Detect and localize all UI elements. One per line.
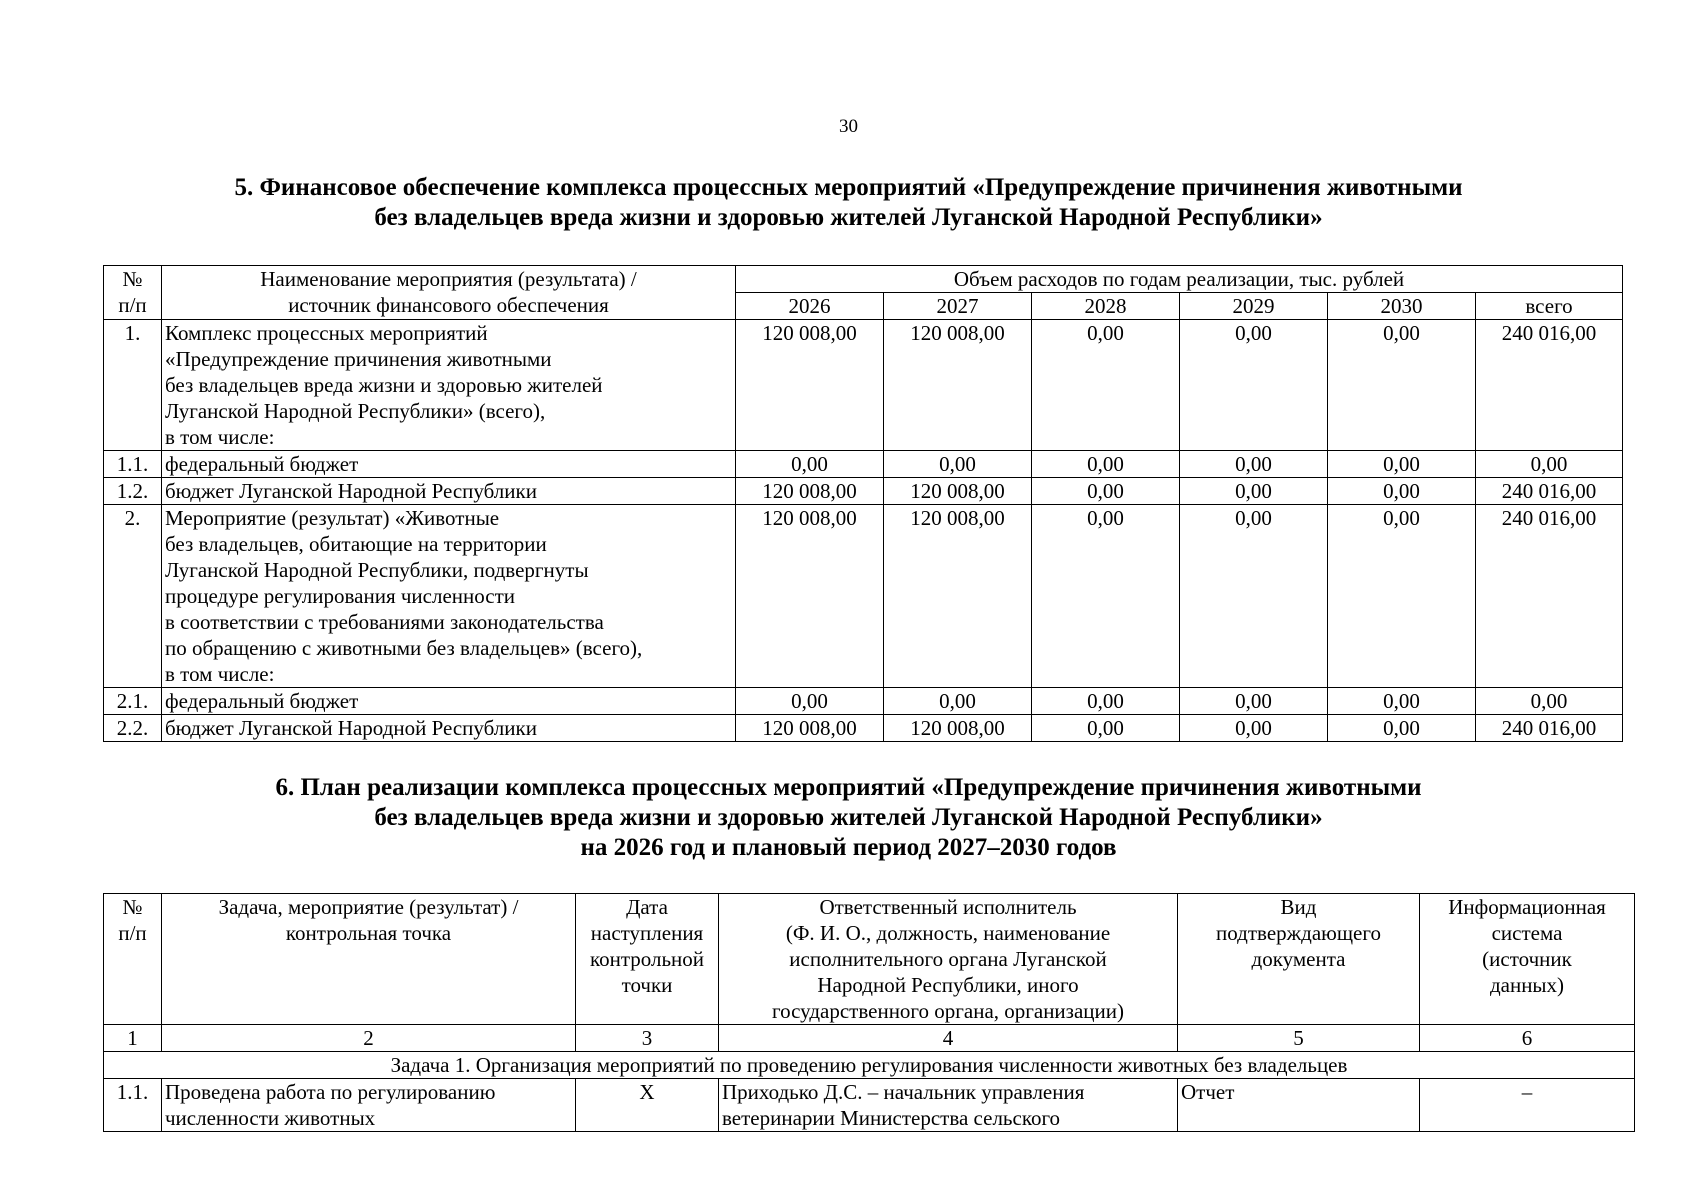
plan-header-cell-line: государственного органа, организации) bbox=[772, 999, 1124, 1023]
row-name-line: «Предупреждение причинения животными bbox=[165, 347, 552, 371]
row-name bbox=[162, 505, 736, 688]
row-value: 0,00 bbox=[736, 688, 884, 715]
header-name: Наименование мероприятия (результата) / источник финансового обеспечения bbox=[162, 266, 736, 320]
plan-header-cell-line: Вид bbox=[1280, 895, 1317, 919]
row-value: 0,00 bbox=[1328, 320, 1476, 451]
plan-row-name-line: Проведена работа по регулированию bbox=[165, 1080, 496, 1104]
plan-header-cell-line: документа bbox=[1251, 947, 1346, 971]
row-name-line: в том числе: bbox=[165, 425, 275, 449]
section6-title-line: на 2026 год и плановый период 2027–2030 годов bbox=[580, 834, 1117, 861]
row-value: 120 008,00 bbox=[884, 715, 1032, 742]
plan-header-cell-line: система bbox=[1491, 921, 1563, 945]
financing-row bbox=[104, 688, 1623, 715]
section6-title-line: без владельцев вреда жизни и здоровью жителей Луганской Народной Республики» bbox=[374, 804, 1323, 831]
header-year: 2027 bbox=[884, 293, 1032, 320]
row-value: 120 008,00 bbox=[736, 320, 884, 451]
plan-header-cell-line: исполнительного органа Луганской bbox=[789, 947, 1107, 971]
row-value: 0,00 bbox=[736, 451, 884, 478]
row-value: 0,00 bbox=[1032, 320, 1180, 451]
plan-row-date: X bbox=[576, 1079, 719, 1132]
plan-header-cell bbox=[576, 894, 719, 1025]
plan-header-cell-line: подтверждающего bbox=[1216, 921, 1381, 945]
plan-header-cell-line: контрольная точка bbox=[285, 921, 452, 945]
row-num: 2. bbox=[104, 505, 162, 688]
section5-title-line: без владельцев вреда жизни и здоровью жителей Луганской Народной Республики» bbox=[374, 204, 1323, 231]
row-name-line: без владельцев, обитающие на территории bbox=[165, 532, 547, 556]
row-name bbox=[162, 688, 736, 715]
plan-column-numbers-row bbox=[104, 1025, 1635, 1052]
row-name-line: процедуре регулирования численности bbox=[165, 584, 516, 608]
header-year: 2030 bbox=[1328, 293, 1476, 320]
plan-header-cell bbox=[1178, 894, 1420, 1025]
task-row bbox=[104, 1052, 1635, 1079]
row-name-line: федеральный бюджет bbox=[165, 452, 359, 476]
plan-header-cell-line: Ответственный исполнитель bbox=[819, 895, 1077, 919]
row-name-line: в соответствии с требованиями законодательства bbox=[165, 610, 604, 634]
row-num: 2.2. bbox=[104, 715, 162, 742]
section5-title-line: 5. Финансовое обеспечение комплекса процессных мероприятий «Предупреждение причинения животными bbox=[234, 174, 1463, 201]
task-title: Задача 1. Организация мероприятий по проведению регулирования численности животных без владельцев bbox=[104, 1052, 1635, 1079]
row-value: 0,00 bbox=[1180, 451, 1328, 478]
plan-row-system: – bbox=[1420, 1079, 1635, 1132]
plan-column-number: 1 bbox=[104, 1025, 162, 1052]
row-value: 0,00 bbox=[1180, 505, 1328, 688]
financing-row bbox=[104, 320, 1623, 451]
plan-column-number: 4 bbox=[719, 1025, 1178, 1052]
row-name bbox=[162, 320, 736, 451]
plan-row-executor-line: Приходько Д.С. – начальник управления bbox=[722, 1080, 1085, 1104]
plan-row-name bbox=[162, 1079, 576, 1132]
row-value: 0,00 bbox=[1328, 451, 1476, 478]
row-value: 0,00 bbox=[1032, 451, 1180, 478]
row-num: 1.1. bbox=[104, 451, 162, 478]
plan-body bbox=[104, 1079, 1635, 1132]
plan-header-cell bbox=[1420, 894, 1635, 1025]
financing-body bbox=[104, 320, 1623, 742]
row-value: 0,00 bbox=[884, 688, 1032, 715]
header-total: всего bbox=[1476, 293, 1623, 320]
plan-column-number: 2 bbox=[162, 1025, 576, 1052]
row-value: 240 016,00 bbox=[1476, 715, 1623, 742]
plan-header-cell-line: п/п bbox=[118, 921, 147, 945]
row-value: 0,00 bbox=[1328, 715, 1476, 742]
row-name-line: Комплекс процессных мероприятий bbox=[165, 321, 488, 345]
row-value: 240 016,00 bbox=[1476, 320, 1623, 451]
row-value: 0,00 bbox=[1476, 451, 1623, 478]
financing-row bbox=[104, 715, 1623, 742]
page-number: 30 bbox=[839, 116, 858, 137]
row-num: 1.2. bbox=[104, 478, 162, 505]
plan-column-number: 3 bbox=[576, 1025, 719, 1052]
plan-table bbox=[103, 893, 1635, 1132]
plan-row bbox=[104, 1079, 1635, 1132]
plan-column-number: 6 bbox=[1420, 1025, 1635, 1052]
plan-header-cell-line: точки bbox=[621, 973, 673, 997]
row-value: 0,00 bbox=[1180, 688, 1328, 715]
row-value: 120 008,00 bbox=[884, 320, 1032, 451]
row-value: 0,00 bbox=[1032, 505, 1180, 688]
plan-header-cell bbox=[719, 894, 1178, 1025]
plan-header-cell-line: данных) bbox=[1489, 973, 1565, 997]
plan-row-doc: Отчет bbox=[1178, 1079, 1420, 1132]
plan-header-cell-line: (Ф. И. О., должность, наименование bbox=[785, 921, 1111, 945]
row-num: 1. bbox=[104, 320, 162, 451]
row-value: 0,00 bbox=[1328, 505, 1476, 688]
row-name-line: Луганской Народной Республики» (всего), bbox=[165, 399, 546, 423]
plan-row-num: 1.1. bbox=[104, 1079, 162, 1132]
row-name-line: без владельцев вреда жизни и здоровью жителей bbox=[165, 373, 603, 397]
row-value: 240 016,00 bbox=[1476, 505, 1623, 688]
header-year: 2029 bbox=[1180, 293, 1328, 320]
header-group: Объем расходов по годам реализации, тыс. рублей bbox=[736, 266, 1623, 293]
row-name-line: Луганской Народной Республики, подвергнуты bbox=[165, 558, 589, 582]
row-value: 120 008,00 bbox=[884, 478, 1032, 505]
plan-row-name-line: численности животных bbox=[165, 1106, 376, 1130]
row-value: 0,00 bbox=[884, 451, 1032, 478]
plan-header-cell-line: № bbox=[122, 895, 143, 919]
row-name bbox=[162, 715, 736, 742]
financing-header-row bbox=[104, 266, 1623, 293]
row-value: 0,00 bbox=[1180, 478, 1328, 505]
row-name bbox=[162, 451, 736, 478]
header-year: 2028 bbox=[1032, 293, 1180, 320]
row-name-line: бюджет Луганской Народной Республики bbox=[165, 716, 537, 740]
plan-header-cell bbox=[104, 894, 162, 1025]
row-value: 240 016,00 bbox=[1476, 478, 1623, 505]
section6-title-line: 6. План реализации комплекса процессных мероприятий «Предупреждение причинения животными bbox=[275, 774, 1422, 801]
row-name-line: в том числе: bbox=[165, 662, 275, 686]
row-value: 120 008,00 bbox=[736, 505, 884, 688]
financing-table bbox=[103, 265, 1623, 742]
plan-header-cell-line: (источник bbox=[1482, 947, 1572, 971]
plan-header-cell-line: Задача, мероприятие (результат) / bbox=[218, 895, 519, 919]
row-value: 0,00 bbox=[1032, 715, 1180, 742]
row-value: 0,00 bbox=[1476, 688, 1623, 715]
row-value: 0,00 bbox=[1328, 688, 1476, 715]
row-name-line: по обращению с животными без владельцев» (всего), bbox=[165, 636, 643, 660]
financing-row bbox=[104, 478, 1623, 505]
plan-header-cell-line: контрольной bbox=[589, 947, 705, 971]
row-value: 0,00 bbox=[1032, 688, 1180, 715]
header-num: № п/п bbox=[104, 266, 162, 320]
plan-row-executor bbox=[719, 1079, 1178, 1132]
row-value: 120 008,00 bbox=[736, 715, 884, 742]
row-name-line: бюджет Луганской Народной Республики bbox=[165, 479, 537, 503]
row-value: 0,00 bbox=[1328, 478, 1476, 505]
section6-title bbox=[0, 773, 1697, 863]
row-value: 120 008,00 bbox=[736, 478, 884, 505]
section5-title bbox=[0, 173, 1697, 233]
row-name-line: Мероприятие (результат) «Животные bbox=[165, 506, 500, 530]
row-name bbox=[162, 478, 736, 505]
plan-header-cell-line: Информационная bbox=[1448, 895, 1606, 919]
row-name-line: федеральный бюджет bbox=[165, 689, 359, 713]
row-value: 0,00 bbox=[1180, 320, 1328, 451]
row-value: 0,00 bbox=[1032, 478, 1180, 505]
header-year: 2026 bbox=[736, 293, 884, 320]
plan-header-cell-line: Народной Республики, иного bbox=[817, 973, 1079, 997]
plan-column-number: 5 bbox=[1178, 1025, 1420, 1052]
financing-row bbox=[104, 451, 1623, 478]
row-value: 120 008,00 bbox=[884, 505, 1032, 688]
financing-row bbox=[104, 505, 1623, 688]
plan-row-executor-line: ветеринарии Министерства сельского bbox=[722, 1106, 1061, 1130]
plan-header-cell bbox=[162, 894, 576, 1025]
plan-header-cell-line: Дата bbox=[626, 895, 668, 919]
plan-header-cell-line: наступления bbox=[590, 921, 704, 945]
row-num: 2.1. bbox=[104, 688, 162, 715]
row-value: 0,00 bbox=[1180, 715, 1328, 742]
plan-header-row bbox=[104, 894, 1635, 1025]
